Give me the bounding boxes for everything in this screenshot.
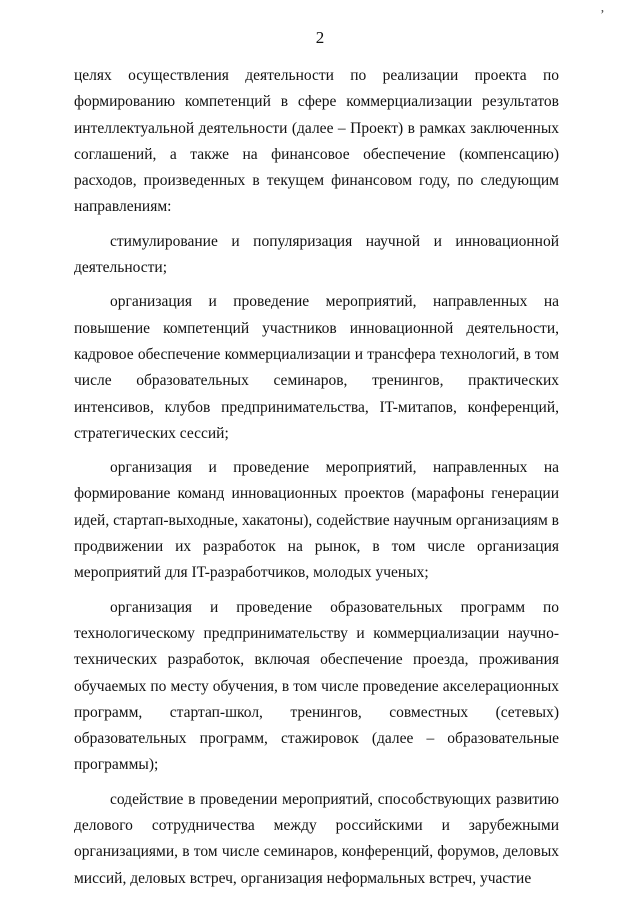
paragraph-education-programs: организация и проведение образовательных программ по технологическому предпринимательству и коммерциализации научно-технических разработок, включая обеспечение проезда, проживания обучаемых по месту обучения, в том числе проведение акселерационных программ, стартап-школ, тренингов, совместных (сетевых) образовательных программ, стажировок (далее – образовательные программы); bbox=[74, 598, 559, 774]
paragraph-team-formation: организация и проведение мероприятий, направленных на формирование команд инновационных проектов (марафоны генерации идей, стартап-выходные, хакатоны), содействие научным организациям в продвижении их разработок на рынок, в том числе организация мероприятий для IT-разработчиков, молодых ученых; bbox=[74, 459, 559, 582]
paragraph-business-cooperation: содействие в проведении мероприятий, способствующих развитию делового сотрудничества между российскими и зарубежными организациями, в том числе семинаров, конференций, форумов, деловых миссий, деловых встреч, организация неформальных встреч, участие bbox=[74, 790, 559, 887]
paragraph-stimulation: стимулирование и популяризация научной и инновационной деятельности; bbox=[74, 232, 559, 277]
paragraph-competence-events: организация и проведение мероприятий, направленных на повышение компетенций участников инновационной деятельности, кадровое обеспечение коммерциализации и трансфера технологий, в том числе образовательных семинаров, тренингов, практических интенсивов, клубов предпринимательства, IT-митапов, конференций, стратегических сессий; bbox=[74, 293, 559, 442]
document-body bbox=[74, 63, 559, 892]
paragraph-continuation: целях осуществления деятельности по реализации проекта по формированию компетенций в сфере коммерциализации результатов интеллектуальной деятельности (далее – Проект) в рамках заключенных соглашений, а также на финансовое обеспечение (компенсацию) расходов, произведенных в текущем финансовом году, по следующим направлениям: bbox=[74, 67, 559, 216]
page-number: 2 bbox=[315, 28, 325, 47]
corner-mark: ’ bbox=[600, 8, 605, 23]
